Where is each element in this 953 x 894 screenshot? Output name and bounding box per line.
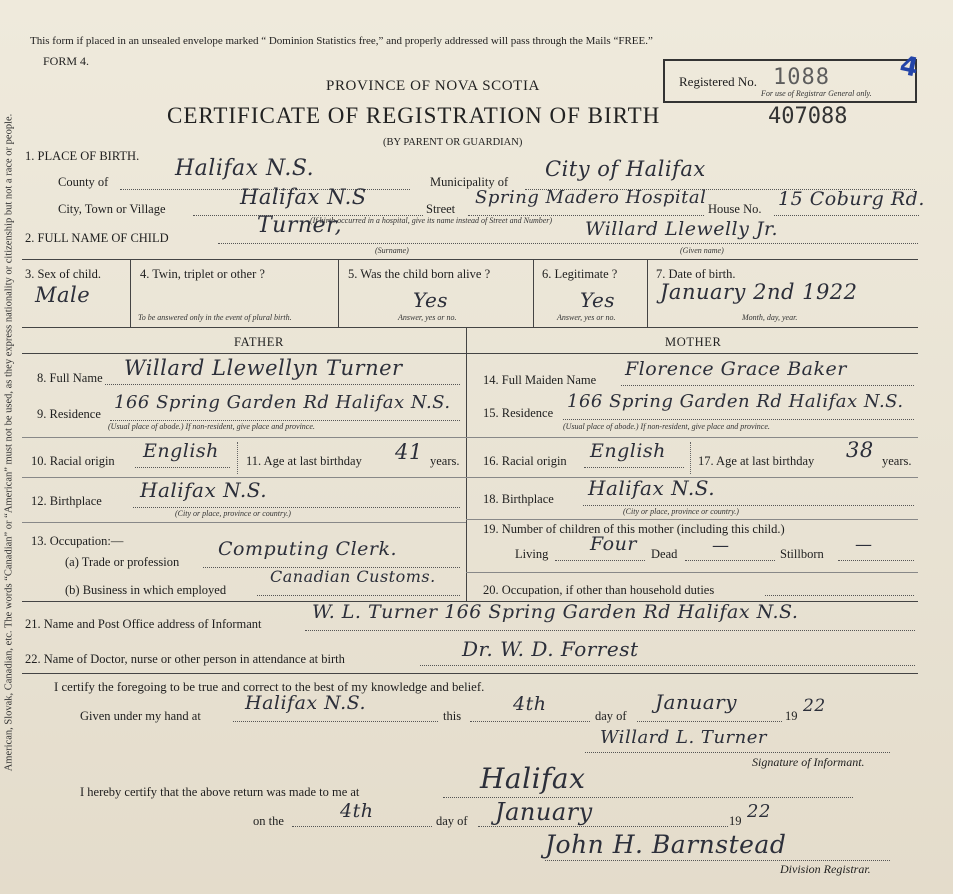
father-name: Willard Llewellyn Turner (124, 356, 403, 380)
registrar-statement: I hereby certify that the above return was made to me at (80, 785, 360, 799)
father-age-label: 11. Age at last birthday (246, 454, 362, 468)
trade-value: Computing Clerk. (218, 538, 398, 560)
legit-note: Answer, yes or no. (557, 313, 616, 322)
father-heading: FATHER (234, 335, 284, 349)
registrar-day-of-label: day of (436, 814, 468, 828)
house-value: 15 Coburg Rd. (778, 188, 925, 210)
mother-birthplace-note: (City or place, province or country.) (623, 507, 739, 516)
father-residence-label: 9. Residence (37, 407, 101, 421)
form-number: FORM 4. (43, 54, 90, 68)
registered-label: Registered No. (679, 74, 757, 89)
sex-label: 3. Sex of child. (25, 267, 102, 281)
certificate-title: CERTIFICATE OF REGISTRATION OF BIRTH (167, 103, 661, 128)
father-birthplace-note: (City or place, province or country.) (175, 509, 291, 518)
given-note: (Given name) (680, 246, 724, 255)
stillborn-value: — (855, 535, 873, 555)
legit-label: 6. Legitimate ? (542, 267, 618, 281)
father-age: 41 (395, 440, 423, 464)
city-value: Halifax N.S (240, 185, 367, 209)
business-value: Canadian Customs. (270, 567, 436, 586)
father-racial: English (143, 440, 219, 462)
cert-day-of-label: day of (595, 709, 627, 723)
children-label: 19. Number of children of this mother (including this child.) (483, 522, 785, 536)
sex-value: Male (35, 283, 91, 307)
check-mark: 4 (897, 50, 922, 84)
cert-year-prefix: 19 (785, 709, 798, 723)
legit-value: Yes (580, 288, 616, 312)
alive-label: 5. Was the child born alive ? (348, 267, 491, 281)
mother-name: Florence Grace Baker (625, 358, 847, 380)
father-occupation-label: 13. Occupation:— (31, 534, 124, 548)
province-heading: PROVINCE OF NOVA SCOTIA (326, 78, 540, 94)
registrar-signature: John H. Barnstead (545, 830, 787, 859)
certificate-subtitle: (BY PARENT OR GUARDIAN) (383, 137, 523, 148)
signature-caption: Signature of Informant. (752, 755, 865, 769)
registered-number: 1088 (773, 65, 830, 90)
father-years: years. (430, 454, 460, 468)
father-birthplace: Halifax N.S. (140, 478, 268, 502)
this-label: this (443, 709, 462, 723)
dead-value: — (712, 536, 730, 556)
house-label: House No. (708, 202, 762, 216)
dead-label: Dead (651, 547, 678, 561)
alive-value: Yes (413, 288, 449, 312)
sidebar-note: American, Slovak, Canadian, etc. The words “Canadian” or “American” must not be used, as they express nationality or citizenship but not a race or people. (3, 113, 15, 772)
registrar-on-the-label: on the (253, 814, 284, 828)
certify-statement: I certify the foregoing to be true and correct to the best of my knowledge and belief. (54, 680, 485, 694)
mother-birthplace: Halifax N.S. (588, 476, 716, 500)
mother-racial-label: 16. Racial origin (483, 454, 567, 468)
municipality-label: Municipality of (430, 175, 509, 189)
dob-label: 7. Date of birth. (656, 267, 736, 281)
certificate-number: 407088 (768, 104, 848, 129)
registrar-year: 22 (747, 801, 771, 822)
registrar-caption: Division Registrar. (780, 862, 871, 876)
city-label: City, Town or Village (58, 202, 166, 216)
mother-heading: MOTHER (665, 335, 722, 349)
dob-value: January 2nd 1922 (660, 280, 858, 304)
registrar-month: January (495, 798, 593, 826)
mother-residence: 166 Spring Garden Rd Halifax N.S. (567, 391, 904, 412)
mother-name-label: 14. Full Maiden Name (483, 373, 597, 387)
registrar-day: 4th (340, 800, 374, 822)
surname-note: (Surname) (375, 246, 409, 255)
street-label: Street (426, 202, 456, 216)
mother-birthplace-label: 18. Birthplace (483, 492, 554, 506)
father-residence: 166 Spring Garden Rd Halifax N.S. (114, 392, 451, 413)
registered-box (663, 59, 917, 103)
trade-label: (a) Trade or profession (65, 555, 180, 569)
informant-value: W. L. Turner 166 Spring Garden Rd Halifax N.S. (312, 601, 799, 623)
street-value: Spring Madero Hospital (475, 187, 707, 208)
mother-age-label: 17. Age at last birthday (698, 454, 815, 468)
business-label: (b) Business in which employed (65, 583, 227, 597)
living-label: Living (515, 547, 549, 561)
twin-label: 4. Twin, triplet or other ? (140, 267, 265, 281)
alive-note: Answer, yes or no. (398, 313, 457, 322)
father-name-label: 8. Full Name (37, 371, 103, 385)
given-place: Halifax N.S. (245, 692, 366, 714)
mother-age: 38 (846, 438, 874, 462)
cert-year: 22 (803, 696, 826, 716)
living-value: Four (590, 533, 637, 555)
county-value: Halifax N.S. (175, 156, 315, 181)
municipality-value: City of Halifax (545, 157, 706, 181)
mother-residence-label: 15. Residence (483, 406, 554, 420)
registered-note: For use of Registrar General only. (761, 89, 872, 98)
doctor-value: Dr. W. D. Forrest (462, 637, 639, 661)
registrar-year-prefix: 19 (729, 814, 742, 828)
informant-label: 21. Name and Post Office address of Informant (25, 617, 262, 631)
county-label: County of (58, 175, 109, 189)
hospital-note: (If birth occurred in a hospital, give its name instead of Street and Number) (310, 216, 553, 225)
child-surname: Turner, (257, 213, 343, 238)
child-name-label: 2. FULL NAME OF CHILD (25, 231, 169, 245)
mother-years: years. (882, 454, 912, 468)
cert-day: 4th (513, 693, 547, 715)
informant-signature: Willard L. Turner (600, 727, 767, 748)
father-residence-note: (Usual place of abode.) If non-resident, give place and province. (108, 422, 315, 431)
twin-note: To be answered only in the event of plural birth. (138, 313, 292, 322)
doctor-label: 22. Name of Doctor, nurse or other person in attendance at birth (25, 652, 345, 666)
father-racial-label: 10. Racial origin (31, 454, 115, 468)
mother-occupation-label: 20. Occupation, if other than household duties (483, 583, 715, 597)
mother-racial: English (590, 440, 666, 462)
place-of-birth-label: 1. PLACE OF BIRTH. (25, 149, 140, 163)
cert-month: January (655, 690, 737, 714)
child-given-name: Willard Llewelly Jr. (585, 218, 779, 240)
registrar-place: Halifax (480, 762, 586, 795)
given-label: Given under my hand at (80, 709, 201, 723)
mail-notice: This form if placed in an unsealed envelope marked “ Dominion Statistics free,” and properly addressed will pass through the Mails “FREE.” (30, 35, 653, 47)
dob-note: Month, day, year. (742, 313, 798, 322)
mother-residence-note: (Usual place of abode.) If non-resident, give place and province. (563, 422, 770, 431)
stillborn-label: Stillborn (780, 547, 824, 561)
father-birthplace-label: 12. Birthplace (31, 494, 102, 508)
